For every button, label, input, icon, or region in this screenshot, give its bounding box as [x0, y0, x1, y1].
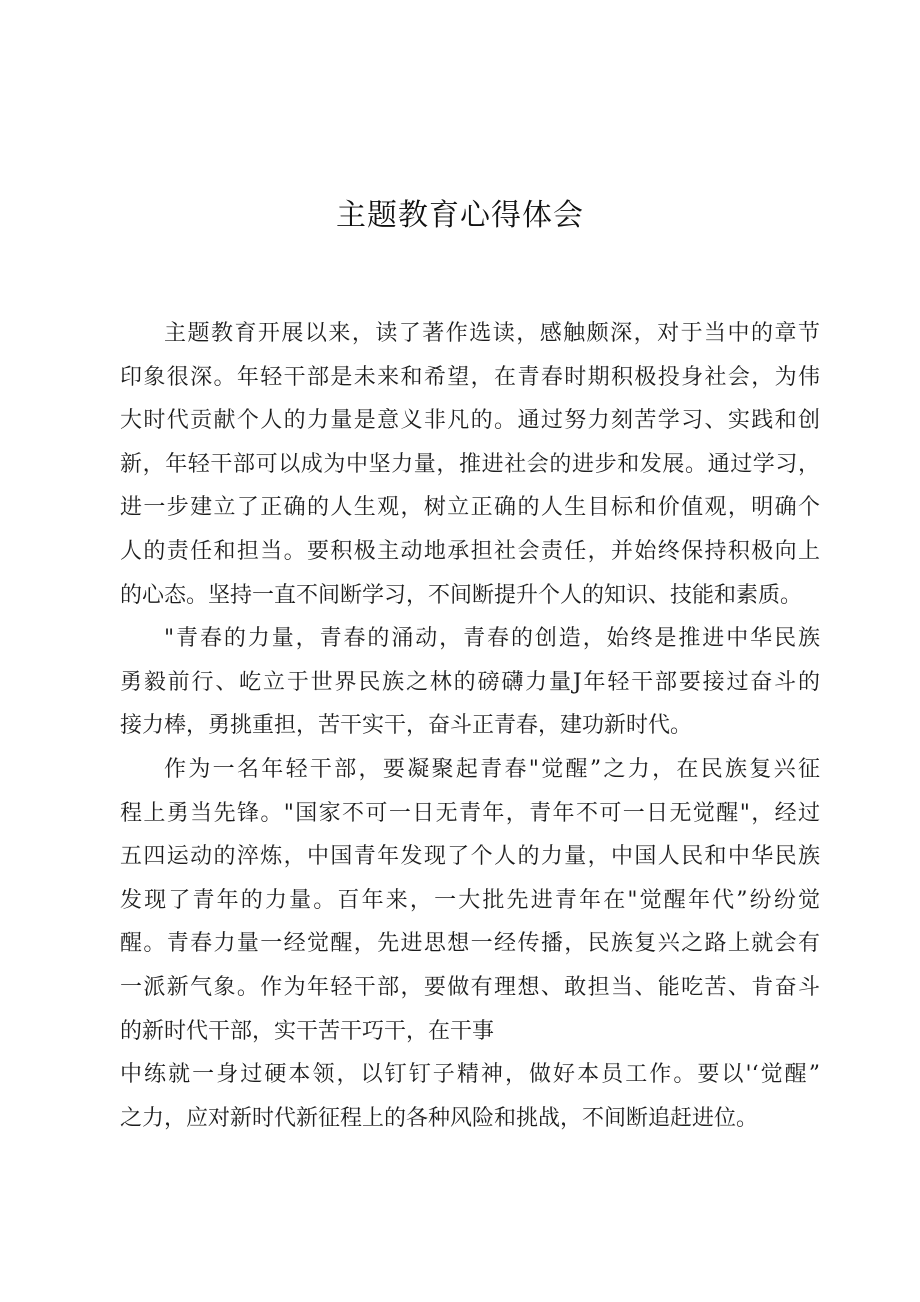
- text-line: 之力，应对新时代新征程上的各种风险和挑战，不间断追赶进位。: [120, 1105, 759, 1131]
- text-line: 五四运动的淬炼，中国青年发现了个人的力量，中国人民和中华民族: [120, 844, 820, 870]
- text-line: 的心态。坚持一直不间断学习，不间断提升个人的知识、技能和素质。: [120, 582, 803, 608]
- text-line: 一派新气象。作为年轻干部，要做有理想、敢担当、能吃苦、肯奋斗: [120, 974, 820, 1000]
- text-line: 中练就一身过硬本领，以钉钉子精神，做好本员工作。要以'‘觉醒”: [120, 1062, 820, 1088]
- text-line: 醒。青春力量一经觉醒，先进思想一经传播，民族复兴之路上就会有: [120, 931, 820, 957]
- text-line: 程上勇当先锋。"国家不可一日无青年，青年不可一日无觉醒"，经过: [120, 800, 820, 826]
- text-line: 进一步建立了正确的人生观，树立正确的人生目标和价值观，明确个: [120, 495, 820, 521]
- text-line: "青春的力量，青春的涌动，青春的创造，始终是推进中华民族: [164, 626, 820, 652]
- text-line: 勇毅前行、屹立于世界民族之林的磅礴力量J年轻干部要接过奋斗的: [120, 669, 820, 695]
- text-line: 主题教育开展以来，读了著作选读，感触颇深，对于当中的章节: [164, 321, 820, 346]
- text-line: 大时代贡献个人的力量是意义非凡的。通过努力刻苦学习、实践和创: [120, 408, 820, 434]
- text-line: 新，年轻干部可以成为中坚力量，推进社会的进步和发展。通过学习，: [120, 451, 820, 477]
- document-title: 主题教育心得体会: [336, 198, 584, 233]
- text-line: 作为一名年轻干部，要凝聚起青春"觉醒”之力，在民族复兴征: [164, 756, 820, 782]
- document-body: [120, 312, 820, 1140]
- text-line: 发现了青年的力量。百年来，一大批先进青年在"觉醒年代”纷纷觉: [120, 887, 820, 913]
- text-line: 接力棒，勇挑重担，苦干实干，奋斗正青春，建功新时代。: [120, 713, 693, 739]
- text-line: 印象很深。年轻干部是未来和希望，在青春时期积极投身社会，为伟: [120, 364, 820, 390]
- text-line: 人的责任和担当。要积极主动地承担社会责任，并始终保持积极向上: [120, 538, 820, 564]
- text-line: 的新时代干部，实干苦干巧干，在干事: [120, 1018, 495, 1044]
